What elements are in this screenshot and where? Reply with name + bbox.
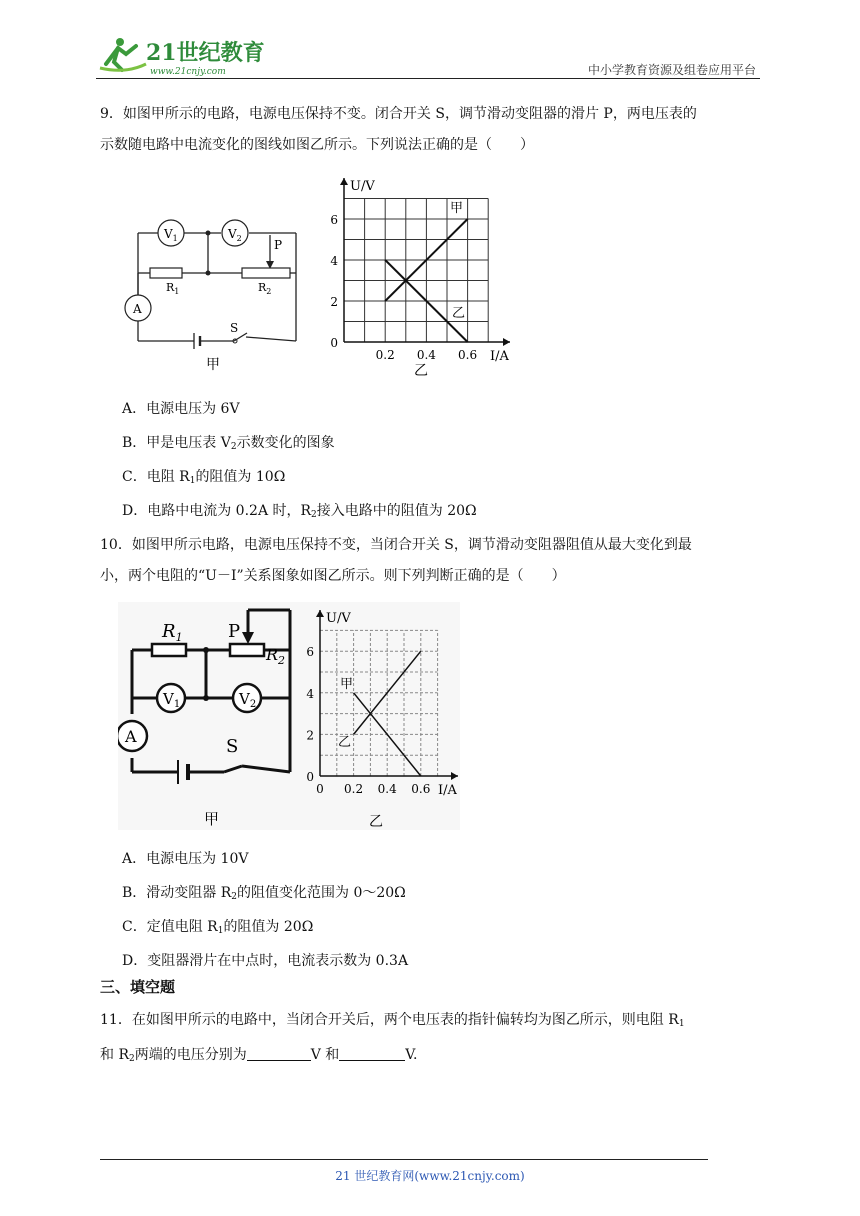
q10-text [100,530,770,592]
x-tick-label: 0.6 [458,348,478,362]
y-tick-label: 6 [306,645,314,660]
series-label-yi: 乙 [452,306,466,321]
resistor-r1-symbol [152,644,186,656]
q10-option-d[interactable]: D．变阻器滑片在中点时，电流表示数为 0.3A [122,953,409,969]
q11-line1: 11．在如图甲所示的电路中，当闭合开关后，两个电压表的指针偏转均为图乙所示，则电阻 $R_1$ [100,1012,685,1029]
runner-icon [100,38,146,70]
resistor-r2-symbol [242,268,290,278]
y-tick-label: 6 [330,213,338,227]
q11-line2: 和 $R_2$两端的电压分别为 V 和 V. [100,1040,770,1075]
q9-ui-graph [325,170,525,382]
q10-circuit-caption: 甲 [204,810,220,828]
q9-line1: 9．如图甲所示的电路，电源电压保持不变。闭合开关 S，调节滑动变阻器的滑片 P，两电压表的 [100,106,697,122]
y-axis-arrow [316,610,324,617]
x-tick-label: 0.2 [344,782,364,796]
q10-option-c[interactable]: C．定值电阻 $R_1$的阻值为 20Ω [122,919,314,936]
graph-caption: 乙 [414,363,428,379]
svg-text:P: P [228,621,241,642]
q11-text [100,1005,770,1075]
x-axis-label: I/A [490,349,509,364]
series-label-yi: 乙 [338,735,352,750]
y-axis-label: U/V [350,179,375,194]
svg-text:R1: $R_1$ [162,621,183,644]
resistor-r1-symbol [150,268,182,278]
q10-ui-graph [298,604,460,830]
y-axis-arrow [340,178,348,185]
y-tick-label: 0 [330,336,338,350]
q10-option-a[interactable]: A．电源电压为 10V [122,851,249,867]
resistor-r2-symbol [230,644,264,656]
q9-option-a[interactable]: A．电源电压为 6V [122,401,240,417]
y-axis-label: U/V [326,611,351,626]
q9-option-c[interactable]: C．电阻 $R_1$的阻值为 10Ω [122,469,286,486]
footer-divider [100,1159,708,1160]
svg-text:A: A [133,302,142,316]
x-tick-label: 0.4 [377,782,397,796]
y-tick-label: 2 [306,728,314,743]
x-axis-label: I/A [438,783,457,798]
series-label-jia: 甲 [450,201,464,216]
platform-name: 中小学教育资源及组卷应用平台 [587,63,756,77]
x-tick-label: 0.6 [411,782,431,796]
x-axis-arrow [503,338,510,346]
x-axis-arrow [451,772,458,780]
q10-option-b[interactable]: B．滑动变阻器 $R_2$的阻值变化范围为 0～20Ω [122,885,406,902]
y-tick-label: 0 [306,770,314,784]
footer-text: 21 世纪教育网(www.21cnjy.com) [335,1169,525,1183]
graph-caption: 乙 [369,814,383,830]
logo-url: www.21cnjy.com [150,67,226,77]
svg-text:A: A [125,727,137,746]
series-label-jia: 甲 [340,677,354,692]
logo [96,34,266,78]
svg-text:R1: $R_1$ [166,281,180,296]
logo-text: 21世纪教育 [146,40,265,66]
q9-text [100,99,770,161]
q9-option-d[interactable]: D．电路中电流为 0.2A 时，$R_2$接入电路中的阻值为 20Ω [122,503,477,520]
svg-text:V1: $V_1$ [164,227,178,243]
x-tick-label: 0.4 [416,348,436,362]
y-tick-label: 4 [306,686,314,701]
svg-text:V2: $V_2$ [228,227,242,243]
svg-text:P: P [274,238,283,252]
q9-circuit-diagram [118,205,308,375]
svg-text:V1: $V_1$ [163,690,181,710]
q10-circuit-diagram [118,602,298,830]
svg-text:V2: $V_2$ [239,690,257,710]
x-tick-label: 0.2 [375,348,395,362]
svg-text:S: S [226,736,239,757]
q9-line2: 示数随电路中电流变化的图线如图乙所示。下列说法正确的是（ ） [100,137,534,153]
blank-2[interactable] [339,1044,405,1061]
x-tick-label: 0 [316,782,324,796]
q10-line2: 小，两个电阻的“U－I”关系图象如图乙所示。则下列判断正确的是（ ） [100,568,566,584]
header-divider [96,78,760,79]
blank-1[interactable] [247,1044,311,1061]
q9-circuit-caption: 甲 [206,357,220,373]
svg-text:S: S [230,321,239,335]
y-tick-label: 4 [330,254,338,268]
q9-option-b[interactable]: B．甲是电压表 $V_2$示数变化的图象 [122,435,335,452]
q10-line1: 10．如图甲所示电路，电源电压保持不变，当闭合开关 S，调节滑动变阻器阻值从最大变化到最 [100,537,692,553]
section-title: 三、填空题 [100,978,176,996]
y-tick-label: 2 [330,295,338,309]
svg-text:R2: $R_2$ [266,645,286,667]
svg-text:R2: $R_2$ [258,281,272,296]
